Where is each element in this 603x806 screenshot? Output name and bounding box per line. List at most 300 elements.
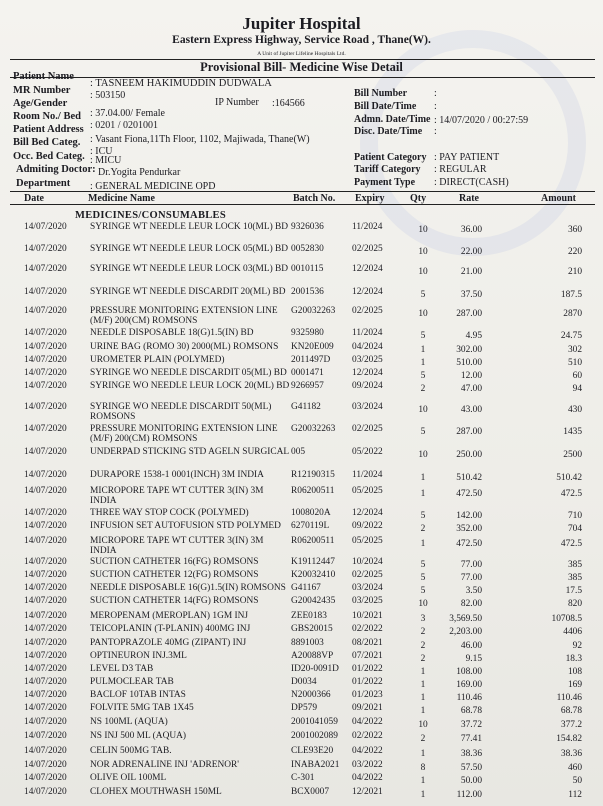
row-expiry: 03/2025 — [352, 355, 383, 365]
row-batch: 005 — [291, 447, 306, 457]
row-medicine-name: LEVEL D3 TAB — [90, 664, 154, 674]
row-rate: 510.42 — [456, 473, 482, 483]
row-rate: 68.78 — [460, 706, 482, 716]
row-rate: 4.95 — [465, 331, 482, 341]
row-batch: 2001041059 — [291, 717, 338, 727]
section-heading: MEDICINES/CONSUMABLES — [75, 210, 226, 221]
row-batch: GBS20015 — [291, 624, 333, 634]
row-rate: 9.15 — [465, 654, 482, 664]
row-qty: 1 — [420, 473, 426, 483]
row-expiry: 10/2024 — [352, 557, 383, 567]
row-medicine-name: NS INJ 500 ML (AQUA) — [90, 731, 187, 741]
row-qty: 10 — [418, 309, 428, 319]
row-amount: 472.5 — [560, 489, 582, 499]
row-amount: 110.46 — [556, 693, 582, 703]
row-date: 14/07/2020 — [24, 664, 67, 674]
row-medicine-name: NEEDLE DISPOSABLE 18(G)1.5(IN) BD — [90, 328, 254, 338]
row-expiry: 09/2022 — [352, 521, 383, 531]
row-date: 14/07/2020 — [24, 624, 67, 634]
admn-date: : 14/07/2020 / 00:27:59 — [434, 115, 529, 126]
row-expiry: 05/2025 — [352, 536, 383, 546]
row-rate: 37.72 — [460, 720, 482, 730]
age-gender: : 37.04.00/ Female — [90, 108, 165, 119]
row-date: 14/07/2020 — [24, 703, 67, 713]
row-qty: 10 — [418, 720, 428, 730]
row-medicine-name: SYRINGE WT NEEDLE LEUR LOCK 10(ML) BD — [90, 222, 289, 232]
row-qty: 5 — [420, 573, 426, 583]
row-batch: INABA2021 — [291, 760, 340, 770]
row-amount: 360 — [567, 225, 582, 235]
hospital-address: Eastern Express Highway, Service Road , Thane(W). — [172, 34, 431, 46]
row-batch: A20088VP — [291, 651, 334, 661]
row-batch: 1008020A — [291, 508, 331, 518]
row-amount: 187.5 — [560, 290, 582, 300]
row-date: 14/07/2020 — [24, 596, 67, 606]
row-batch: ZEE0183 — [291, 611, 327, 621]
row-batch: CLE93E20 — [291, 746, 334, 756]
patient-category-label: Patient Category — [354, 152, 427, 163]
disc-date: : — [434, 126, 437, 137]
row-medicine-name: SYRINGE WO NEEDLE LEUR LOCK 20(ML) BD — [90, 381, 290, 391]
table-row — [0, 787, 603, 806]
row-date: 14/07/2020 — [24, 306, 67, 316]
row-expiry: 01/2022 — [352, 677, 383, 687]
row-date: 14/07/2020 — [24, 244, 67, 254]
row-rate: 2,203.00 — [449, 627, 482, 637]
row-medicine-name: SYRINGE WT NEEDLE LEUR LOCK 05(ML) BD — [90, 244, 289, 254]
bill-date: : — [434, 101, 437, 112]
row-expiry: 02/2022 — [352, 731, 383, 741]
row-expiry: 04/2022 — [352, 773, 383, 783]
row-amount: 510.42 — [556, 473, 582, 483]
row-qty: 5 — [420, 427, 426, 437]
row-rate: 112.00 — [456, 790, 482, 800]
row-amount: 4406 — [563, 627, 582, 637]
row-medicine-name: CLOHEX MOUTHWASH 150ML — [90, 787, 222, 797]
row-expiry: 12/2024 — [352, 368, 383, 378]
row-rate: 250.00 — [456, 450, 482, 460]
row-medicine-name: MEROPENAM (MEROPLAN) 1GM INJ — [90, 611, 249, 621]
row-amount: 385 — [567, 560, 582, 570]
row-amount: 108 — [567, 667, 582, 677]
patient-name-label: Patient Name — [13, 71, 74, 82]
row-expiry: 12/2021 — [352, 787, 383, 797]
row-date: 14/07/2020 — [24, 402, 67, 412]
tariff-category: : REGULAR — [434, 164, 487, 175]
row-expiry: 12/2024 — [352, 508, 383, 518]
row-date: 14/07/2020 — [24, 746, 67, 756]
row-expiry: 03/2024 — [352, 583, 383, 593]
row-medicine-name: SYRINGE WO NEEDLE DISCARDIT 50(ML) ROMSONS — [90, 402, 272, 422]
row-medicine-name: CELIN 500MG TAB. — [90, 746, 172, 756]
row-date: 14/07/2020 — [24, 447, 67, 457]
row-batch: 9266957 — [291, 381, 324, 391]
row-amount: 10708.5 — [551, 614, 582, 624]
row-batch: G41167 — [291, 583, 321, 593]
bill-number: : — [434, 88, 437, 99]
row-rate: 77.00 — [460, 560, 482, 570]
row-rate: 142.00 — [456, 511, 482, 521]
row-medicine-name: NEEDLE DISPOSABLE 16(G)1.5(IN) ROMSONS — [90, 583, 286, 593]
mr-label: MR Number — [13, 85, 71, 96]
row-date: 14/07/2020 — [24, 486, 67, 496]
row-expiry: 01/2023 — [352, 690, 383, 700]
row-expiry: 04/2022 — [352, 746, 383, 756]
row-batch: BCX0007 — [291, 787, 330, 797]
row-expiry: 03/2025 — [352, 596, 383, 606]
row-medicine-name: MICROPORE TAPE WT CUTTER 3(IN) 3M INDIA — [90, 486, 264, 506]
row-amount: 430 — [567, 405, 582, 415]
row-amount: 472.5 — [560, 539, 582, 549]
row-amount: 385 — [567, 573, 582, 583]
row-date: 14/07/2020 — [24, 570, 67, 580]
row-qty: 5 — [420, 586, 426, 596]
bill-date-label: Bill Date/Time — [354, 101, 417, 112]
row-amount: 210 — [567, 267, 582, 277]
row-amount: 17.5 — [565, 586, 582, 596]
row-date: 14/07/2020 — [24, 638, 67, 648]
row-medicine-name: SUCTION CATHETER 16(FG) ROMSONS — [90, 557, 259, 567]
row-batch: ID20-0091D — [291, 664, 339, 674]
row-expiry: 02/2025 — [352, 306, 383, 316]
row-batch: G20042435 — [291, 596, 336, 606]
row-expiry: 11/2024 — [352, 328, 383, 338]
row-medicine-name: FOLVITE 5MG TAB 1X45 — [90, 703, 194, 713]
admn-date-label: Admn. Date/Time — [354, 114, 431, 125]
row-qty: 2 — [420, 654, 426, 664]
row-date: 14/07/2020 — [24, 717, 67, 727]
row-qty: 5 — [420, 560, 426, 570]
row-expiry: 10/2021 — [352, 611, 383, 621]
col-expiry: Expiry — [355, 193, 385, 204]
row-rate: 38.36 — [460, 749, 482, 759]
row-qty: 1 — [420, 667, 426, 677]
row-medicine-name: NOR ADRENALINE INJ 'ADRENOR' — [90, 760, 239, 770]
department-label: Department — [16, 178, 71, 189]
row-batch: R06200511 — [291, 486, 335, 496]
row-amount: 820 — [567, 599, 582, 609]
row-date: 14/07/2020 — [24, 264, 67, 274]
row-medicine-name: OLIVE OIL 100ML — [90, 773, 167, 783]
department: : GENERAL MEDICINE OPD — [90, 181, 216, 192]
bill-number-label: Bill Number — [354, 88, 408, 99]
row-amount: 710 — [567, 511, 582, 521]
row-rate: 3,569.50 — [449, 614, 482, 624]
row-date: 14/07/2020 — [24, 287, 67, 297]
row-amount: 112 — [568, 790, 582, 800]
row-expiry: 08/2021 — [352, 638, 383, 648]
row-expiry: 03/2022 — [352, 760, 383, 770]
row-rate: 82.00 — [460, 599, 482, 609]
row-qty: 8 — [420, 763, 426, 773]
row-date: 14/07/2020 — [24, 731, 67, 741]
row-date: 14/07/2020 — [24, 787, 67, 797]
row-batch: 2001002089 — [291, 731, 338, 741]
row-date: 14/07/2020 — [24, 470, 67, 480]
col-medicine-name: Medicine Name — [88, 193, 155, 204]
row-qty: 1 — [420, 790, 426, 800]
patient-category: : PAY PATIENT — [434, 152, 500, 163]
row-rate: 302.00 — [456, 345, 482, 355]
row-qty: 2 — [420, 641, 426, 651]
row-amount: 2500 — [563, 450, 582, 460]
row-rate: 3.50 — [465, 586, 482, 596]
row-rate: 77.41 — [460, 734, 482, 744]
row-amount: 18.3 — [565, 654, 582, 664]
row-date: 14/07/2020 — [24, 381, 67, 391]
row-amount: 1435 — [563, 427, 582, 437]
row-date: 14/07/2020 — [24, 424, 67, 434]
col-rate: Rate — [459, 193, 479, 204]
row-medicine-name: PULMOCLEAR TAB — [90, 677, 174, 687]
row-medicine-name: SYRINGE WT NEEDLE LEUR LOCK 03(ML) BD — [90, 264, 289, 274]
row-date: 14/07/2020 — [24, 690, 67, 700]
row-date: 14/07/2020 — [24, 611, 67, 621]
row-rate: 169.00 — [456, 680, 482, 690]
row-medicine-name: URINE BAG (ROMO 30) 2000(ML) ROMSONS — [90, 342, 279, 352]
row-date: 14/07/2020 — [24, 583, 67, 593]
row-rate: 472.50 — [456, 489, 482, 499]
row-rate: 21.00 — [460, 267, 482, 277]
row-rate: 36.00 — [460, 225, 482, 235]
row-medicine-name: SUCTION CATHETER 14(FG) ROMSONS — [90, 596, 259, 606]
table-top-divider — [10, 191, 595, 192]
bill-bed-label: Bill Bed Categ. — [13, 137, 81, 148]
row-date: 14/07/2020 — [24, 222, 67, 232]
row-expiry: 05/2022 — [352, 447, 383, 457]
row-rate: 50.00 — [460, 776, 482, 786]
row-date: 14/07/2020 — [24, 355, 67, 365]
row-amount: 68.78 — [560, 706, 582, 716]
row-medicine-name: PANTOPRAZOLE 40MG (ZIPANT) INJ — [90, 638, 247, 648]
mr-number: : 503150 — [90, 90, 126, 101]
row-qty: 1 — [420, 680, 426, 690]
row-medicine-name: UROMETER PLAIN (POLYMED) — [90, 355, 225, 365]
row-qty: 1 — [420, 345, 426, 355]
row-expiry: 11/2024 — [352, 222, 383, 232]
row-batch: 2001536 — [291, 287, 324, 297]
admitting-doctor: Dr.Yogita Pendurkar — [98, 167, 181, 178]
row-expiry: 02/2025 — [352, 424, 383, 434]
row-amount: 154.82 — [556, 734, 582, 744]
row-batch: G20032263 — [291, 424, 336, 434]
row-medicine-name: PRESSURE MONITORING EXTENSION LINE (M/F) 200(CM) ROMSONS — [90, 306, 278, 326]
row-date: 14/07/2020 — [24, 508, 67, 518]
row-medicine-name: MICROPORE TAPE WT CUTTER 3(IN) 3M INDIA — [90, 536, 264, 556]
row-amount: 92 — [572, 641, 582, 651]
row-amount: 60 — [572, 371, 582, 381]
row-batch: C-301 — [291, 773, 315, 783]
row-expiry: 05/2025 — [352, 486, 383, 496]
row-amount: 302 — [567, 345, 582, 355]
row-expiry: 09/2021 — [352, 703, 383, 713]
col-amount: Amount — [541, 193, 577, 204]
row-qty: 5 — [420, 371, 426, 381]
payment-type-label: Payment Type — [354, 177, 416, 188]
row-qty: 10 — [418, 267, 428, 277]
row-rate: 287.00 — [456, 309, 482, 319]
row-qty: 10 — [418, 247, 428, 257]
bill-bed-category: : ICU — [90, 146, 113, 157]
row-amount: 94 — [572, 384, 582, 394]
row-date: 14/07/2020 — [24, 651, 67, 661]
row-medicine-name: NS 100ML (AQUA) — [90, 717, 168, 727]
row-rate: 22.00 — [460, 247, 482, 257]
row-qty: 2 — [420, 627, 426, 637]
row-expiry: 02/2025 — [352, 570, 383, 580]
row-rate: 77.00 — [460, 573, 482, 583]
row-medicine-name: SYRINGE WO NEEDLE DISCARDIT 05(ML) BD — [90, 368, 287, 378]
row-medicine-name: THREE WAY STOP COCK (POLYMED) — [90, 508, 249, 518]
row-qty: 10 — [418, 405, 428, 415]
row-date: 14/07/2020 — [24, 328, 67, 338]
row-batch: D0034 — [291, 677, 317, 687]
row-qty: 1 — [420, 749, 426, 759]
row-expiry: 12/2024 — [352, 287, 383, 297]
row-batch: K19112447 — [291, 557, 335, 567]
row-amount: 2870 — [563, 309, 582, 319]
row-batch: R12190315 — [291, 470, 335, 480]
patient-name: : TASNEEM HAKIMUDDIN DUDWALA — [90, 78, 272, 89]
row-amount: 24.75 — [560, 331, 582, 341]
row-qty: 5 — [420, 331, 426, 341]
row-amount: 510 — [567, 358, 582, 368]
row-batch: 2011497D — [291, 355, 331, 365]
row-medicine-name: OPTINEURON INJ.3ML — [90, 651, 187, 661]
row-date: 14/07/2020 — [24, 342, 67, 352]
row-qty: 3 — [420, 614, 426, 624]
age-label: Age/Gender — [13, 98, 68, 109]
row-rate: 47.00 — [460, 384, 482, 394]
row-rate: 108.00 — [456, 667, 482, 677]
row-rate: 472.50 — [456, 539, 482, 549]
bill-title: Provisional Bill- Medicine Wise Detail — [200, 60, 403, 74]
row-rate: 12.00 — [460, 371, 482, 381]
row-medicine-name: INFUSION SET AUTOFUSION STD POLYMED — [90, 521, 281, 531]
row-date: 14/07/2020 — [24, 773, 67, 783]
row-medicine-name: PRESSURE MONITORING EXTENSION LINE (M/F) 200(CM) ROMSONS — [90, 424, 278, 444]
row-batch: 8891003 — [291, 638, 324, 648]
row-qty: 1 — [420, 693, 426, 703]
col-date: Date — [24, 193, 44, 204]
row-date: 14/07/2020 — [24, 760, 67, 770]
occ-bed-category: : MICU — [90, 155, 122, 166]
row-medicine-name: TEICOPLANIN (T-PLANIN) 400MG INJ — [90, 624, 251, 634]
row-medicine-name: SUCTION CATHETER 12(FG) ROMSONS — [90, 570, 259, 580]
row-qty: 1 — [420, 489, 426, 499]
row-batch: 9325980 — [291, 328, 324, 338]
doctor-label: Admiting Doctor: — [16, 164, 96, 175]
tariff-category-label: Tariff Category — [354, 164, 421, 175]
row-batch: R06200511 — [291, 536, 335, 546]
row-batch: G20032263 — [291, 306, 336, 316]
hospital-name: Jupiter Hospital — [242, 14, 361, 33]
row-rate: 352.00 — [456, 524, 482, 534]
row-amount: 460 — [567, 763, 582, 773]
row-rate: 110.46 — [456, 693, 482, 703]
row-rate: 46.00 — [460, 641, 482, 651]
row-expiry: 04/2024 — [352, 342, 383, 352]
row-amount: 220 — [567, 247, 582, 257]
row-expiry: 11/2024 — [352, 470, 383, 480]
table-header-divider — [10, 204, 595, 205]
row-batch: KN20E009 — [291, 342, 334, 352]
row-expiry: 04/2022 — [352, 717, 383, 727]
row-batch: 6270119L — [291, 521, 330, 531]
row-batch: DP579 — [291, 703, 318, 713]
row-amount: 38.36 — [560, 749, 582, 759]
payment-type: : DIRECT(CASH) — [434, 177, 509, 188]
row-amount: 704 — [567, 524, 582, 534]
row-qty: 5 — [420, 290, 426, 300]
row-medicine-name: SYRINGE WT NEEDLE DISCARDIT 20(ML) BD — [90, 287, 286, 297]
row-expiry: 03/2024 — [352, 402, 383, 412]
row-qty: 1 — [420, 776, 426, 786]
row-rate: 37.50 — [460, 290, 482, 300]
row-qty: 1 — [420, 706, 426, 716]
row-batch: 0052830 — [291, 244, 324, 254]
row-amount: 169 — [567, 680, 582, 690]
row-rate: 510.00 — [456, 358, 482, 368]
row-date: 14/07/2020 — [24, 557, 67, 567]
row-batch: 9326036 — [291, 222, 324, 232]
row-expiry: 07/2021 — [352, 651, 383, 661]
row-amount: 377.2 — [560, 720, 582, 730]
row-qty: 2 — [420, 734, 426, 744]
row-qty: 1 — [420, 358, 426, 368]
row-qty: 10 — [418, 225, 428, 235]
row-qty: 10 — [418, 599, 428, 609]
row-expiry: 01/2022 — [352, 664, 383, 674]
address-label: Patient Address — [13, 124, 84, 135]
row-date: 14/07/2020 — [24, 677, 67, 687]
row-qty: 10 — [418, 450, 428, 460]
row-qty: 2 — [420, 384, 426, 394]
disc-date-label: Disc. Date/Time — [354, 126, 423, 137]
row-medicine-name: DURAPORE 1538-1 0001(INCH) 3M INDIA — [90, 470, 264, 480]
room-bed: : 0201 / 0201001 — [90, 120, 159, 131]
row-date: 14/07/2020 — [24, 536, 67, 546]
row-rate: 57.50 — [460, 763, 482, 773]
row-batch: G41182 — [291, 402, 321, 412]
row-batch: 0001471 — [291, 368, 324, 378]
row-date: 14/07/2020 — [24, 368, 67, 378]
row-expiry: 02/2022 — [352, 624, 383, 634]
row-rate: 43.00 — [460, 405, 482, 415]
patient-address: : Vasant Fiona,11Th Floor, 1102, Majiwada, Thane(W) — [90, 134, 310, 145]
row-rate: 287.00 — [456, 427, 482, 437]
col-qty: Qty — [410, 193, 427, 204]
row-expiry: 09/2024 — [352, 381, 383, 391]
col-batch: Batch No. — [293, 193, 336, 204]
row-expiry: 02/2025 — [352, 244, 383, 254]
ip-label: IP Number — [215, 97, 259, 108]
occ-bed-label: Occ. Bed Categ. — [13, 151, 85, 162]
row-batch: 0010115 — [291, 264, 324, 274]
row-batch: N2000366 — [291, 690, 331, 700]
row-qty: 5 — [420, 511, 426, 521]
row-amount: 50 — [572, 776, 582, 786]
row-expiry: 12/2024 — [352, 264, 383, 274]
hospital-unit-line: A Unit of Jupiter Lifeline Hospitals Ltd. — [257, 51, 346, 57]
room-label: Room No./ Bed — [13, 111, 81, 122]
row-qty: 1 — [420, 539, 426, 549]
row-batch: K20032410 — [291, 570, 336, 580]
row-medicine-name: BACLOF 10TAB INTAS — [90, 690, 186, 700]
row-date: 14/07/2020 — [24, 521, 67, 531]
row-qty: 2 — [420, 524, 426, 534]
ip-number: :164566 — [272, 98, 305, 109]
